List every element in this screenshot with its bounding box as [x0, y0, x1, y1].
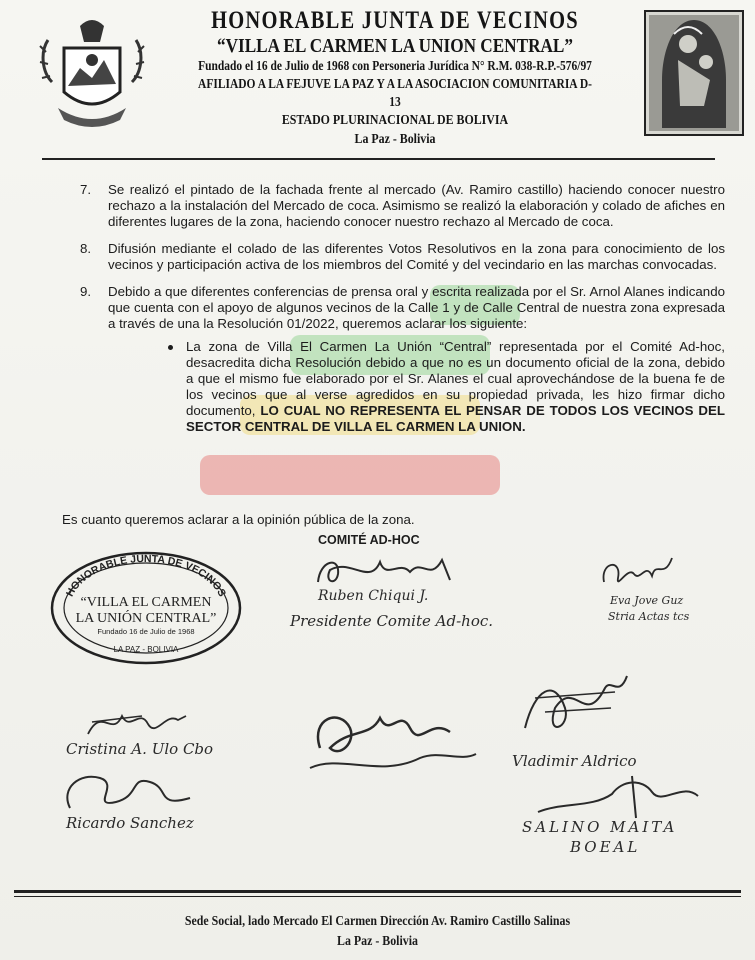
- letterhead: [150, 6, 640, 150]
- salino-signature-line-2: BOEAL: [570, 838, 641, 856]
- list-item-9: [80, 284, 725, 435]
- stamp-line-2: LA UNIÓN CENTRAL”: [75, 611, 217, 626]
- eva-signature-mark: [598, 552, 678, 596]
- eva-signature-title: Stria Actas tcs: [608, 610, 690, 623]
- eva-signature-name: Eva Jove Guz: [610, 594, 684, 607]
- cristina-signature-name: Cristina A. Ulo Cbo: [66, 740, 214, 758]
- footer-line-2: La Paz - Bolivia: [337, 934, 418, 949]
- middle-signature-mark: [300, 698, 480, 788]
- footer-divider-thin: [14, 896, 741, 897]
- list-number: 9.: [80, 284, 92, 299]
- vladimir-signature-name: Vladimir Aldrico: [512, 752, 637, 770]
- closing-sentence: Es cuanto queremos aclarar a la opinión pública de la zona.: [62, 512, 415, 527]
- salino-signature-line-1: SALINO MAITA: [522, 818, 678, 836]
- salino-signature-mark: [532, 772, 702, 822]
- bullet-list: [166, 339, 725, 435]
- list-item-8: [80, 241, 725, 273]
- vladimir-signature-mark: [515, 668, 635, 748]
- stamp-bottom: LA PAZ - BOLIVIA: [113, 645, 179, 654]
- header-founding-line: Fundado el 16 de Julio de 1968 con Personeria Jurídica N° R.M. 038-R.P.-576/97: [198, 59, 592, 74]
- president-signature-name: Ruben Chiqui J.: [318, 588, 429, 604]
- cristina-signature-mark: [82, 702, 192, 742]
- committee-heading: COMITÉ AD-HOC: [318, 533, 420, 547]
- bolivia-coat-of-arms-icon: [38, 12, 146, 132]
- bullet-bold-text: LO CUAL NO REPRESENTA EL PENSAR DE TODOS LOS VECINOS DEL SECTOR CENTRAL DE VILLA EL CARMEN LA UNION.: [186, 403, 725, 434]
- list-item-text: Difusión mediante el colado de las diferentes Votos Resolutivos en la zona para conocimiento de los vecinos y participación activa de los miembros del Comité y del vecindario en las marchas convocadas.: [108, 241, 725, 272]
- stamp-line-3: Fundado 16 de Julio de 1968: [97, 627, 195, 636]
- ricardo-signature-name: Ricardo Sanchez: [66, 814, 194, 832]
- header-city: La Paz - Bolivia: [354, 132, 436, 147]
- header-title: HONORABLE JUNTA DE VECINOS: [211, 7, 579, 34]
- list-number: 8.: [80, 241, 92, 256]
- stamp-top-arc: HONORABLE JUNTA DE VECINOS: [63, 552, 229, 599]
- footer-address: [0, 912, 755, 952]
- numbered-list: [80, 182, 725, 446]
- list-item-7: [80, 182, 725, 230]
- svg-text:HONORABLE JUNTA DE VECINOS: [64, 553, 228, 599]
- ricardo-signature-mark: [60, 768, 210, 818]
- footer-divider: [14, 890, 741, 893]
- list-number: 7.: [80, 182, 92, 197]
- header-state: ESTADO PLURINACIONAL DE BOLIVIA: [281, 113, 509, 128]
- header-affiliation: AFILIADO A LA FEJUVE LA PAZ Y A LA ASOCIACION COMUNITARIA D-13: [198, 77, 592, 110]
- header-organization-name: “VILLA EL CARMEN LA UNION CENTRAL”: [216, 35, 574, 57]
- president-signature-title: Presidente Comite Ad-hoc.: [290, 612, 494, 630]
- bullet-text: La zona de Villa El Carmen La Unión “Central” representada por el Comité Ad-hoc, desacredita dicha Resolución debido a que no es un documento oficial de la zona, debido a que el mismo fue elaborado por el Sr. Alanes el cual aprovechándose de la buena fe de los vecinos que al verse agredidos en su propiedad privada, les hizo firmar dicho documento,: [186, 339, 725, 418]
- header-divider: [42, 158, 715, 160]
- junta-stamp: [48, 548, 244, 666]
- bullet-item: [166, 339, 725, 435]
- list-item-text: Se realizó el pintado de la fachada frente al mercado (Av. Ramiro castillo) haciendo conocer nuestro rechazo a la instalación del Mercado de coca. Asimismo se realizó la elaboración y colado de afiches en diferentes lugares de la zona, haciendo conocer nuestro rechazo al Mercado de coca.: [108, 182, 725, 229]
- list-item-text: Debido a que diferentes conferencias de prensa oral y escrita realizada por el Sr. Arnol Alanes indicando que cuenta con el apoyo de algunos vecinos de la Calle 1 y de Calle Central de nuestra zona expresada a través de una la Resolución 01/2022, queremos aclarar los siguiente:: [108, 284, 725, 331]
- president-signature-mark: [310, 552, 460, 592]
- virgin-del-carmen-image: [644, 10, 744, 136]
- footer-line-1: Sede Social, lado Mercado El Carmen Dirección Av. Ramiro Castillo Salinas: [184, 914, 571, 929]
- stamp-line-1: “VILLA EL CARMEN: [80, 595, 212, 610]
